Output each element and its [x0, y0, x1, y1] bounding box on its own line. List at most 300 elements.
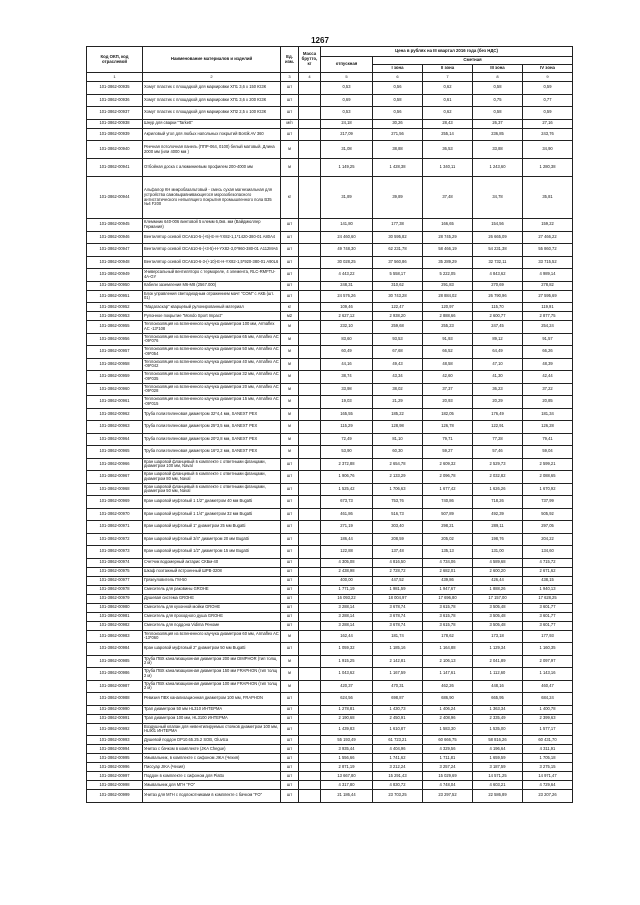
price-zone-3: 4 843,62 — [473, 269, 523, 282]
header-zone-3: III зона — [473, 65, 523, 73]
unit-of-measure: м2 — [281, 312, 299, 321]
material-name: Хомут пластик с площадкой для маркировки ХП2 2,5 х 100 ЮЗК — [143, 107, 281, 120]
price-zone-1: 2 938,20 — [373, 312, 423, 321]
price-zone-3: 54 231,38 — [473, 244, 523, 257]
material-name: Кран шаровой муфтовый 3/4" диаметром 20 мм Bugatti — [143, 533, 281, 546]
price-zone-1: 81,10 — [373, 433, 423, 446]
price-zone-4: 66,26 — [523, 346, 573, 359]
price-zone-2: 1 947,67 — [423, 585, 473, 594]
price-zone-3: 289,11 — [473, 521, 523, 534]
price-zone-3: 2 041,89 — [473, 655, 523, 668]
gross-mass — [299, 546, 321, 559]
table-row — [87, 458, 573, 471]
table-row — [87, 471, 573, 484]
price-zone-4: 159,22 — [523, 219, 573, 232]
price-zone-1: 137,48 — [373, 546, 423, 559]
material-code: 101-3862-00987 — [87, 680, 143, 693]
price-zone-4: 1 160,35 — [523, 643, 573, 656]
table-row — [87, 621, 573, 630]
header-zone-1: I зона — [373, 65, 423, 73]
price-zone-2: 35 289,29 — [423, 256, 473, 269]
price-zone-1: 185,22 — [373, 408, 423, 421]
price-otpusknaya: 24,18 — [321, 119, 373, 128]
material-name: Писсуар JIKA (Чехия) — [143, 763, 281, 772]
price-zone-4: 17 628,25 — [523, 594, 573, 603]
table-row — [87, 159, 573, 177]
table-row — [87, 643, 573, 656]
price-zone-2: 15 029,69 — [423, 772, 473, 781]
material-name: Труба полиэтиленовая диаметром 32*4,4 мм, SANEXT PEX — [143, 408, 281, 421]
price-otpusknaya: 122,88 — [321, 546, 373, 559]
unit-of-measure: шт — [281, 603, 299, 612]
header-price-group: Цена в рублях на III квартал 2016 года (без НДС) — [321, 47, 573, 57]
gross-mass — [299, 244, 321, 257]
price-zone-2: 1 677,42 — [423, 483, 473, 496]
table-row — [87, 781, 573, 790]
table-row — [87, 630, 573, 643]
price-otpusknaya: 1 043,62 — [321, 668, 373, 681]
table-row — [87, 496, 573, 509]
material-name: Умывальник для МГН "FO" — [143, 781, 281, 790]
price-zone-4: 4 989,14 — [523, 269, 573, 282]
price-zone-2: 28,43 — [423, 119, 473, 128]
material-code: 101-3862-00963 — [87, 421, 143, 434]
price-zone-3: 236,85 — [473, 128, 523, 141]
unit-of-measure: шт — [281, 693, 299, 706]
price-zone-3: 3 505,48 — [473, 612, 523, 621]
gross-mass — [299, 655, 321, 668]
unit-of-measure: м — [281, 668, 299, 681]
material-code: 101-3862-00967 — [87, 471, 143, 484]
material-name: Акриловый угол для любых напольных покрытий Bostik AV 360 — [143, 128, 281, 141]
column-number: 9 — [523, 73, 573, 82]
price-zone-1: 1 741,62 — [373, 754, 423, 763]
price-zone-1: 3 212,24 — [373, 763, 423, 772]
price-otpusknaya: 53,90 — [321, 446, 373, 459]
price-zone-2: 439,86 — [423, 576, 473, 585]
price-zone-4: 134,60 — [523, 546, 573, 559]
material-code: 101-3862-00973 — [87, 546, 143, 559]
unit-of-measure: шт — [281, 705, 299, 714]
price-zone-2: 79,71 — [423, 433, 473, 446]
price-zone-1: 30 595,82 — [373, 231, 423, 244]
price-zone-3: 1 112,60 — [473, 668, 523, 681]
gross-mass — [299, 458, 321, 471]
price-zone-1: 1 185,16 — [373, 643, 423, 656]
price-otpusknaya: 165,55 — [321, 408, 373, 421]
price-zone-4: 254,24 — [523, 321, 573, 334]
price-zone-3: 665,95 — [473, 693, 523, 706]
price-zone-3: 2 335,49 — [473, 714, 523, 723]
material-code: 101-3862-00984 — [87, 643, 143, 656]
material-code: 101-3862-00995 — [87, 754, 143, 763]
price-zone-4: 126,28 — [523, 421, 573, 434]
gross-mass — [299, 471, 321, 484]
material-code: 101-3862-00956 — [87, 333, 143, 346]
price-zone-4: 2 599,21 — [523, 458, 573, 471]
price-otpusknaya: 13 667,80 — [321, 772, 373, 781]
unit-of-measure: м — [281, 630, 299, 643]
price-zone-1: 470,31 — [373, 680, 423, 693]
material-name: Кран шаровой муфтовый 1/2" диаметром 15 мм Bugatti — [143, 546, 281, 559]
column-number: 6 — [373, 73, 423, 82]
price-zone-2: 1 340,11 — [423, 159, 473, 177]
gross-mass — [299, 141, 321, 159]
material-name: Воздушный клапан для невентилируемых стояков диаметром 100 мм, HL901 ИНТЕРМА — [143, 723, 281, 736]
price-zone-1: 5 558,17 — [373, 269, 423, 282]
material-code: 101-3862-00965 — [87, 446, 143, 459]
table-row — [87, 612, 573, 621]
price-zone-2: 740,86 — [423, 496, 473, 509]
material-name: Труба ПВХ канализационная диаметром 200 мм DIMPHOR (тип толщ 2 м) — [143, 655, 281, 668]
price-zone-4: 4 311,91 — [523, 745, 573, 754]
price-otpusknaya: 4 443,22 — [321, 269, 373, 282]
price-zone-3: 176,49 — [473, 408, 523, 421]
price-zone-1: 128,98 — [373, 421, 423, 434]
price-otpusknaya: 38,74 — [321, 371, 373, 384]
price-zone-2: 2 096,78 — [423, 471, 473, 484]
unit-of-measure: шт — [281, 754, 299, 763]
unit-of-measure: шт — [281, 594, 299, 603]
table-row — [87, 680, 573, 693]
material-code: 101-3862-00994 — [87, 745, 143, 754]
price-zone-3: 34,78 — [473, 177, 523, 219]
table-row — [87, 483, 573, 496]
price-zone-2: 3 615,78 — [423, 621, 473, 630]
price-zone-1: 0,56 — [373, 82, 423, 95]
header-name: Наименование материалов и изделий — [143, 47, 281, 73]
price-otpusknaya: 3 935,44 — [321, 745, 373, 754]
material-code: 101-3862-00949 — [87, 269, 143, 282]
price-zone-4: 42,44 — [523, 371, 573, 384]
table-row — [87, 754, 573, 763]
material-name: Смеситель для кухонной мойки GROHE — [143, 603, 281, 612]
price-otpusknaya: 1 439,83 — [321, 723, 373, 736]
price-zone-1: 18 004,97 — [373, 594, 423, 603]
material-code: 101-3862-00975 — [87, 567, 143, 576]
price-zone-1: 1 430,73 — [373, 705, 423, 714]
gross-mass — [299, 290, 321, 303]
price-zone-1: 2 450,91 — [373, 714, 423, 723]
gross-mass — [299, 723, 321, 736]
price-zone-2: 20,93 — [423, 396, 473, 409]
price-zone-1: 447,52 — [373, 576, 423, 585]
material-code: 101-3862-00966 — [87, 458, 143, 471]
unit-of-measure: м — [281, 421, 299, 434]
price-zone-1: 259,68 — [373, 321, 423, 334]
price-otpusknaya: 248,31 — [321, 281, 373, 290]
material-name: Смеситель для раковины GROHE — [143, 585, 281, 594]
table-row — [87, 433, 573, 446]
table-row — [87, 668, 573, 681]
unit-of-measure: шт — [281, 521, 299, 534]
material-name: Шнур для сварки "Tarkett" — [143, 119, 281, 128]
gross-mass — [299, 396, 321, 409]
material-name: Кран шаровой муфтовый 1" диаметром 25 мм Bugatti — [143, 521, 281, 534]
material-name: Кран шаровой муфтовый 1 1/2" диаметром 40 мм Bugatti — [143, 496, 281, 509]
material-code: 101-3862-00977 — [87, 576, 143, 585]
gross-mass — [299, 128, 321, 141]
price-zone-2: 507,89 — [423, 508, 473, 521]
material-code: 101-3862-00964 — [87, 433, 143, 446]
material-name: Отбойная доска с алюминиевым профилем 200-4000 мм — [143, 159, 281, 177]
price-zone-3: 1 888,26 — [473, 585, 523, 594]
price-otpusknaya: 217,09 — [321, 128, 373, 141]
unit-of-measure: шт — [281, 94, 299, 107]
material-name: Вентилятор осевой ОСА610-5-(+5)-Е-Н-YX82-1,1*1420-380-01 А80А4 — [143, 231, 281, 244]
material-code: 101-3862-00996 — [87, 763, 143, 772]
price-zone-2: 1 164,88 — [423, 643, 473, 656]
price-zone-2: 2 682,01 — [423, 567, 473, 576]
price-zone-4: 1 280,38 — [523, 159, 573, 177]
price-zone-3: 115,70 — [473, 303, 523, 312]
material-code: 101-3862-00983 — [87, 630, 143, 643]
table-row — [87, 567, 573, 576]
table-row — [87, 714, 573, 723]
table-row — [87, 655, 573, 668]
price-otpusknaya: 2 190,68 — [321, 714, 373, 723]
price-zone-1: 3 678,74 — [373, 612, 423, 621]
price-otpusknaya: 3 288,14 — [321, 612, 373, 621]
price-zone-3: 41,30 — [473, 371, 523, 384]
table-row — [87, 303, 573, 312]
column-number: 2 — [143, 73, 281, 82]
price-zone-2: 37,48 — [423, 177, 473, 219]
column-number: 5 — [321, 73, 373, 82]
price-zone-1: 39,89 — [373, 177, 423, 219]
material-code: 101-3862-00986 — [87, 668, 143, 681]
gross-mass — [299, 119, 321, 128]
price-zone-2: 0,61 — [423, 94, 473, 107]
table-row — [87, 763, 573, 772]
unit-of-measure: шт — [281, 772, 299, 781]
gross-mass — [299, 630, 321, 643]
unit-of-measure: шт — [281, 585, 299, 594]
price-zone-1: 3 678,74 — [373, 603, 423, 612]
gross-mass — [299, 745, 321, 754]
unit-of-measure: шт — [281, 496, 299, 509]
price-zone-1: 310,62 — [373, 281, 423, 290]
price-zone-4: 2 097,97 — [523, 655, 573, 668]
material-name: Хомут пластик с площадкой для маркировки ХП1 3,6 х 200 ЮЗК — [143, 94, 281, 107]
price-zone-4: 4 715,72 — [523, 558, 573, 567]
column-number: 4 — [299, 73, 321, 82]
price-zone-2: 182,05 — [423, 408, 473, 421]
material-code: 101-3862-00939 — [87, 128, 143, 141]
price-otpusknaya: 2 372,88 — [321, 458, 373, 471]
gross-mass — [299, 94, 321, 107]
price-zone-3: 17 157,00 — [473, 594, 523, 603]
gross-mass — [299, 303, 321, 312]
price-zone-1: 208,59 — [373, 533, 423, 546]
price-zone-2: 4 734,06 — [423, 558, 473, 567]
unit-of-measure: шт — [281, 643, 299, 656]
unit-of-measure: кг — [281, 177, 299, 219]
material-name: Умывальник, в комплекте с сифоном JIKA (Чехия) — [143, 754, 281, 763]
material-name: Универсальный вентиляторо с термореле, 4 элемента, RLC-RMFTU-4A-GY — [143, 269, 281, 282]
gross-mass — [299, 333, 321, 346]
price-zone-1: 61 723,21 — [373, 736, 423, 745]
price-otpusknaya: 30 028,25 — [321, 256, 373, 269]
material-code: 101-3862-00972 — [87, 533, 143, 546]
price-zone-1: 60,30 — [373, 446, 423, 459]
material-code: 101-3862-00953 — [87, 312, 143, 321]
price-zone-3: 154,56 — [473, 219, 523, 232]
material-name: "Мадагаскар" кварцевый рулонированный материал — [143, 303, 281, 312]
price-zone-4: 737,99 — [523, 496, 573, 509]
price-zone-3: 1 243,60 — [473, 159, 523, 177]
table-row — [87, 745, 573, 754]
price-zone-2: 3 257,24 — [423, 763, 473, 772]
unit-of-measure: шт — [281, 219, 299, 232]
price-zone-1: 303,40 — [373, 521, 423, 534]
price-zone-4: 33 715,52 — [523, 256, 573, 269]
price-zone-4: 204,22 — [523, 533, 573, 546]
price-zone-2: 58 466,19 — [423, 244, 473, 257]
unit-of-measure: шт — [281, 256, 299, 269]
price-otpusknaya: 2 871,19 — [321, 763, 373, 772]
unit-of-measure: шт — [281, 128, 299, 141]
gross-mass — [299, 714, 321, 723]
price-zone-2: 255,23 — [423, 321, 473, 334]
price-zone-2: 166,65 — [423, 219, 473, 232]
material-name: Трап диаметром 100 мм, HL3100 ИНТЕРМА — [143, 714, 281, 723]
unit-of-measure: шт — [281, 546, 299, 559]
price-zone-4: 297,05 — [523, 521, 573, 534]
material-name: Теплоизоляция из вспененного каучука диаметром 65 мм, Armaflex AC -09*076 — [143, 333, 281, 346]
price-otpusknaya: 49 748,30 — [321, 244, 373, 257]
price-otpusknaya: 16 093,22 — [321, 594, 373, 603]
price-zone-4: 3 275,15 — [523, 763, 573, 772]
price-zone-2: 36,53 — [423, 141, 473, 159]
price-zone-3: 77,28 — [473, 433, 523, 446]
price-zone-3: 26,37 — [473, 119, 523, 128]
unit-of-measure: шт — [281, 290, 299, 303]
table-row — [87, 576, 573, 585]
column-number: 8 — [473, 73, 523, 82]
unit-of-measure: шт — [281, 736, 299, 745]
material-name: Унитаз с бачком в комплекте (JKA Chegue) — [143, 745, 281, 754]
price-zone-4: 1 940,13 — [523, 585, 573, 594]
price-zone-3: 22 586,89 — [473, 790, 523, 803]
material-code: 101-3862-00979 — [87, 594, 143, 603]
price-zone-2: 0,62 — [423, 107, 473, 120]
unit-of-measure: м — [281, 159, 299, 177]
price-zone-1: 1 706,63 — [373, 483, 423, 496]
column-number: 1 — [87, 73, 143, 82]
price-zone-2: 28 745,29 — [423, 231, 473, 244]
price-zone-1: 122,47 — [373, 303, 423, 312]
price-otpusknaya: 31,89 — [321, 177, 373, 219]
material-name: Кран шаровой муфтовый 1 1/4" диаметром 32 мм Bugatti — [143, 508, 281, 521]
table-row — [87, 693, 573, 706]
price-zone-3: 57,46 — [473, 446, 523, 459]
gross-mass — [299, 567, 321, 576]
price-otpusknaya: 21 186,44 — [321, 790, 373, 803]
price-zone-3: 718,26 — [473, 496, 523, 509]
price-zone-3: 131,00 — [473, 546, 523, 559]
gross-mass — [299, 312, 321, 321]
price-zone-1: 1 981,59 — [373, 585, 423, 594]
material-name: Теплоизоляция из вспененного каучука диаметром 60 мм, Armaflex AC -13*060 — [143, 630, 281, 643]
material-name: Клеммник 640-006 винтовой 5 клемм 6,0кв. мм (Вайдмюллер Германия) — [143, 219, 281, 232]
price-zone-3: 247,45 — [473, 321, 523, 334]
price-zone-2: 3 615,78 — [423, 603, 473, 612]
price-otpusknaya: 19,03 — [321, 396, 373, 409]
price-zone-4: 35,81 — [523, 177, 573, 219]
unit-of-measure: шт — [281, 790, 299, 803]
price-zone-4: 20,85 — [523, 396, 573, 409]
price-zone-3: 4 196,64 — [473, 745, 523, 754]
material-name: Труба полиэтиленовая диаметром 16*2,2 мм, SANEXT PEX — [143, 446, 281, 459]
table-row — [87, 508, 573, 521]
price-zone-1: 30,26 — [373, 119, 423, 128]
unit-of-measure: шт — [281, 723, 299, 736]
material-code: 101-3862-00978 — [87, 585, 143, 594]
price-zone-3: 1 659,59 — [473, 754, 523, 763]
price-otpusknaya: 271,19 — [321, 521, 373, 534]
price-zone-4: 27,16 — [523, 119, 573, 128]
price-zone-2: 1 583,30 — [423, 723, 473, 736]
price-zone-1: 67,68 — [373, 346, 423, 359]
gross-mass — [299, 383, 321, 396]
unit-of-measure: шт — [281, 781, 299, 790]
price-zone-4: 59,04 — [523, 446, 573, 459]
header-code: Код ОКП, код отраслевой — [87, 47, 143, 73]
gross-mass — [299, 621, 321, 630]
price-zone-4: 0,59 — [523, 82, 573, 95]
gross-mass — [299, 82, 321, 95]
table-row — [87, 383, 573, 396]
table-row — [87, 82, 573, 95]
price-zone-4: 27 595,69 — [523, 290, 573, 303]
material-code: 101-3862-00961 — [87, 396, 143, 409]
material-name: Грязеуловитель ГМ-50 — [143, 576, 281, 585]
table-row — [87, 290, 573, 303]
gross-mass — [299, 612, 321, 621]
table-row — [87, 705, 573, 714]
table-row — [87, 219, 573, 232]
table-row — [87, 772, 573, 781]
material-code: 101-3862-00969 — [87, 496, 143, 509]
header-smetnaya: Сметная — [373, 57, 573, 65]
table-row — [87, 396, 573, 409]
header-zone-4: IV зона — [523, 65, 573, 73]
price-zone-4: 34,90 — [523, 141, 573, 159]
price-zone-3: 33,88 — [473, 141, 523, 159]
price-zone-2: 0,62 — [423, 82, 473, 95]
price-otpusknaya: 461,86 — [321, 508, 373, 521]
price-zone-2: 178,62 — [423, 630, 473, 643]
material-code: 101-3862-00982 — [87, 621, 143, 630]
price-zone-1: 698,87 — [373, 693, 423, 706]
material-name: Теплоизоляция из вспененного каучука диаметром 40 мм, Armaflex AC -09*042 — [143, 358, 281, 371]
gross-mass — [299, 668, 321, 681]
price-zone-2: 23 297,52 — [423, 790, 473, 803]
price-zone-4: 181,34 — [523, 408, 573, 421]
material-name: Реечная потолочная панель (ППР-064, 0100) белый матовый. Длина 2000 мм (или 4000 мм ) — [143, 141, 281, 159]
price-zone-1: 2 728,72 — [373, 567, 423, 576]
material-code: 101-3862-00951 — [87, 290, 143, 303]
gross-mass — [299, 421, 321, 434]
price-zone-1: 516,73 — [373, 508, 423, 521]
price-otpusknaya: 232,10 — [321, 321, 373, 334]
material-code: 101-3862-00981 — [87, 612, 143, 621]
material-name: Теплоизоляция из вспененного каучука диаметром 32 мм, Armaflex AC -09*035 — [143, 371, 281, 384]
gross-mass — [299, 321, 321, 334]
unit-of-measure: шт — [281, 483, 299, 496]
gross-mass — [299, 256, 321, 269]
